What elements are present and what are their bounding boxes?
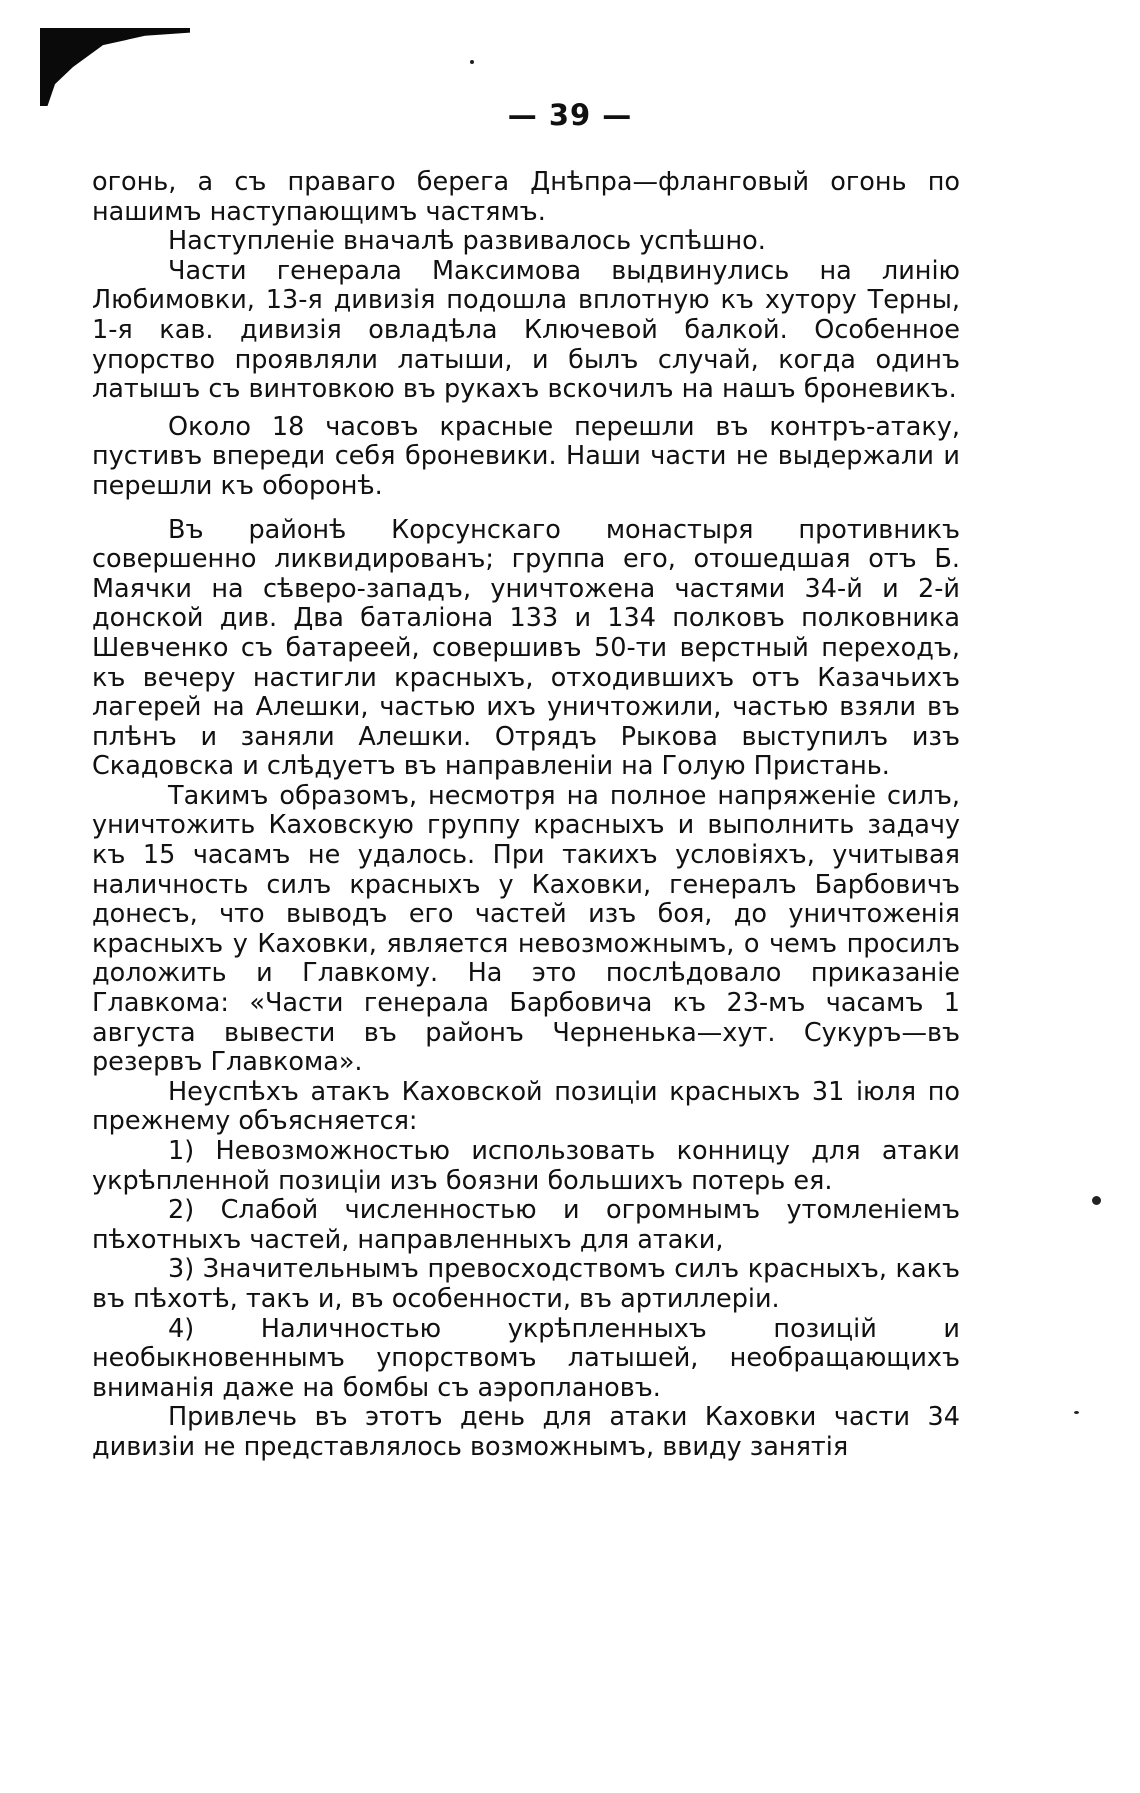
scan-speck: [470, 60, 474, 64]
paragraph: 2) Слабой численностью и огромнымъ утомленіемъ пѣхотныхъ частей, направленныхъ для атаки,: [92, 1195, 960, 1255]
paragraph: 3) Значительнымъ превосходствомъ силъ красныхъ, какъ въ пѣхотѣ, такъ и, въ особенности, въ артиллеріи.: [92, 1254, 960, 1314]
paragraph: Неуспѣхъ атакъ Каховской позиціи красныхъ 31 іюля по прежнему объясняется:: [92, 1076, 960, 1137]
scan-speck: [1074, 1411, 1079, 1414]
paragraph: Такимъ образомъ, несмотря на полное напряженіе силъ, уничтожить Каховскую группу красныхъ и выполнить задачу къ 15 часамъ не удалось. При такихъ условіяхъ, учитывая наличность силъ красныхъ у Каховки, генералъ Барбовичъ донесъ, что выводъ его частей изъ боя, до уничтоженія красныхъ у Каховки, является невозможнымъ, о чемъ просилъ доложить и Главкому. На это послѣдовало приказаніе Главкома: «Части генерала Барбовича къ 23-мъ часамъ 1 августа вывести въ районъ Черненька—хут. Сукуръ—въ резервъ Главкома».: [92, 780, 960, 1078]
page-number: — 39 —: [507, 98, 633, 132]
paragraph: Наступленіе вначалѣ развивалось успѣшно.: [168, 226, 766, 257]
paragraph: огонь, а съ праваго берега Днѣпра—фланговый огонь по нашимъ наступающимъ частямъ.: [92, 167, 960, 227]
scan-corner-mark: [40, 28, 190, 106]
paragraph: Около 18 часовъ красные перешли въ контръ-атаку, пустивъ впереди себя броневики. Наши части не выдержали и перешли къ оборонѣ.: [92, 411, 960, 501]
body-text: [92, 168, 960, 1463]
paragraph: 4) Наличностью укрѣпленныхъ позицій и необыкновеннымъ упорствомъ латышей, необращающихъ вниманія даже на бомбы съ аэроплановъ.: [92, 1313, 960, 1403]
scan-speck: [1092, 1196, 1101, 1205]
paragraph: Части генерала Максимова выдвинулись на линію Любимовки, 13-я дивизія подошла вплотную къ хутору Терны, 1-я кав. дивизія овладѣла Ключевой балкой. Особенное упорство проявляли латыши, и былъ случай, когда одинъ латышъ съ винтовкою въ рукахъ вскочилъ на нашъ броневикъ.: [92, 255, 960, 405]
paragraph: Въ районѣ Корсунскаго монастыря противникъ совершенно ликвидированъ; группа его, отошедшая отъ Б. Маячки на сѣверо-западъ, уничтожена частями 34-й и 2-й донской див. Два баталіона 133 и 134 полковъ полковника Шевченко съ батареей, совершивъ 50-ти верстный переходъ, къ вечеру настигли красныхъ, отходившихъ отъ Казачьихъ лагерей на Алешки, частью ихъ уничтожили, частью взяли въ плѣнъ и заняли Алешки. Отрядъ Рыкова выступилъ изъ Скадовска и слѣдуетъ въ направленіи на Голую Пристань.: [92, 514, 960, 782]
paragraph: Привлечь въ этотъ день для атаки Каховки части 34 дивизіи не представлялось возможнымъ, ввиду занятія: [92, 1402, 960, 1462]
paragraph: 1) Невозможностью использовать конницу для атаки укрѣпленной позиціи изъ боязни большихъ потерь ея.: [92, 1136, 960, 1196]
